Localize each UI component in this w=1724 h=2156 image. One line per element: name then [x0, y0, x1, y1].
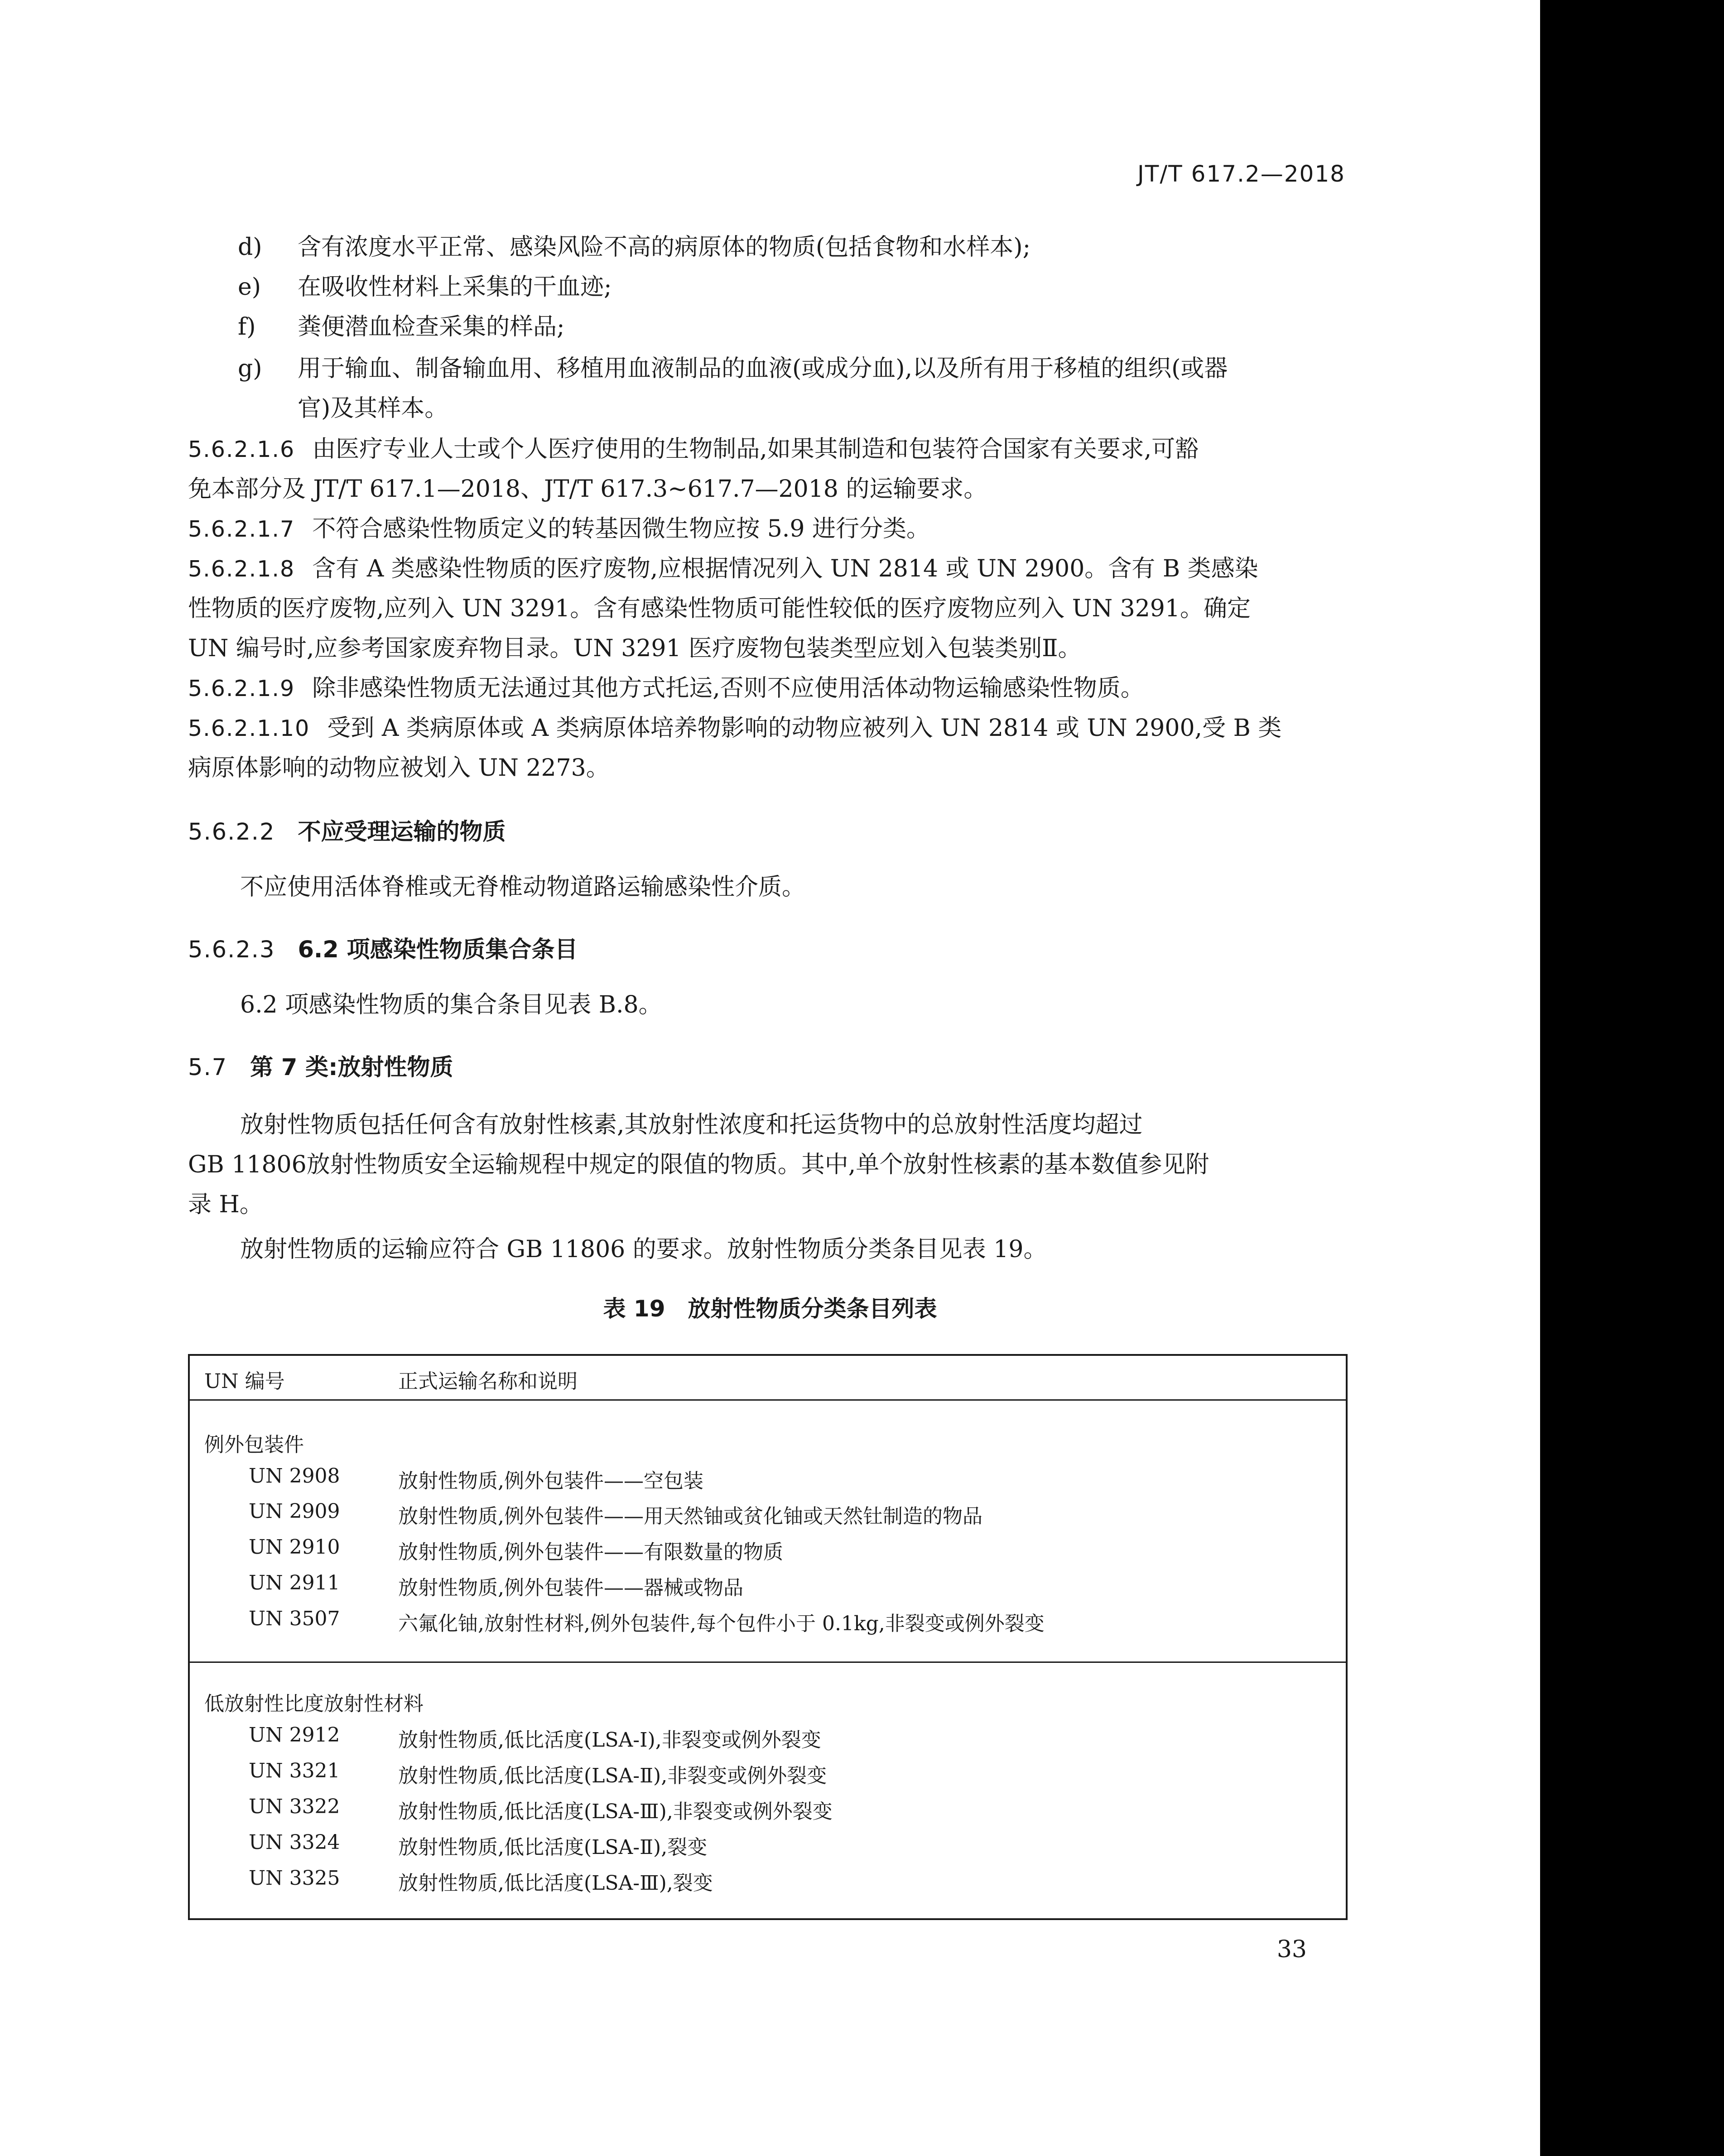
section-title: 6.2 项感染性物质集合条目 [298, 936, 578, 963]
clause-number: 5.6.2.1.10 [188, 715, 310, 741]
list-item-label: e) [238, 274, 261, 301]
list-item [238, 349, 1228, 389]
column-header-un: UN 编号 [204, 1370, 285, 1393]
section-body: 6.2 项感染性物质的集合条目见表 B.8。 [240, 991, 662, 1018]
clause-text: 病原体影响的动物应被划入 UN 2273。 [188, 754, 610, 782]
paragraph-line: GB 11806放射性物质安全运输规程中规定的限值的物质。其中,单个放射性核素的基本数值参见附 [188, 1151, 1209, 1178]
list-item [238, 307, 565, 347]
shipping-name: 放射性物质,低比活度(LSA-Ⅲ),裂变 [398, 1872, 713, 1895]
paragraph-line: 放射性物质包括任何含有放射性核素,其放射性浓度和托运货物中的总放射性活度均超过 [240, 1111, 1143, 1138]
shipping-name: 放射性物质,低比活度(LSA-Ⅰ),非裂变或例外裂变 [398, 1729, 821, 1752]
clause-number: 5.6.2.1.9 [188, 676, 295, 701]
group-divider [190, 1661, 1346, 1663]
page-number: 33 [1276, 1936, 1307, 1963]
clause-text: 含有 A 类感染性物质的医疗废物,应根据情况列入 UN 2814 或 UN 2900。含有 B 类感染 [312, 555, 1258, 582]
section-heading-5-6-2-2 [188, 813, 506, 846]
clause-text: 受到 A 类病原体或 A 类病原体培养物影响的动物应被列入 UN 2814 或 UN 2900,受 B 类 [327, 715, 1282, 742]
un-number: UN 2908 [249, 1465, 340, 1488]
clause-5-6-2-1-6 [188, 429, 1199, 470]
list-item-label: f) [238, 313, 256, 341]
section-number: 5.6.2.3 [188, 936, 275, 963]
clause-text: 除非感染性物质无法通过其他方式托运,否则不应使用活体动物运输感染性物质。 [312, 675, 1144, 702]
clause-text: 性物质的医疗废物,应列入 UN 3291。含有感染性物质可能性较低的医疗废物应列入 UN 3291。确定 [188, 595, 1251, 622]
section-number: 5.6.2.2 [188, 819, 275, 845]
clause-5-6-2-1-10 [188, 708, 1281, 749]
section-body: 不应使用活体脊椎或无脊椎动物道路运输感染性介质。 [240, 874, 806, 901]
section-number: 5.7 [188, 1054, 228, 1081]
shipping-name: 放射性物质,低比活度(LSA-Ⅱ),裂变 [398, 1836, 708, 1859]
clause-5-6-2-1-7 [188, 509, 930, 549]
list-item-label: d) [238, 234, 262, 261]
un-number: UN 2909 [249, 1500, 340, 1523]
clause-number: 5.6.2.1.8 [188, 556, 295, 582]
document-id-header: JT/T 617.2—2018 [1137, 161, 1345, 187]
list-item-text: 粪便潜血检查采集的样品; [298, 313, 565, 341]
clause-5-6-2-1-9 [188, 668, 1144, 709]
clause-text: 不符合感染性物质定义的转基因微生物应按 5.9 进行分类。 [312, 515, 930, 543]
paragraph-line: 录 H。 [188, 1191, 263, 1218]
table-caption: 表 19 放射性物质分类条目列表 [603, 1296, 937, 1322]
list-item-text: 在吸收性材料上采集的干血迹; [298, 274, 612, 301]
header-divider [190, 1399, 1346, 1401]
clause-text: UN 编号时,应参考国家废弃物目录。UN 3291 医疗废物包装类型应划入包装类别Ⅱ。 [188, 635, 1082, 662]
clause-5-6-2-1-8 [188, 549, 1258, 589]
list-item [238, 267, 612, 307]
shipping-name: 放射性物质,低比活度(LSA-Ⅱ),非裂变或例外裂变 [398, 1764, 827, 1787]
shipping-name: 放射性物质,例外包装件——有限数量的物质 [398, 1541, 783, 1564]
section-heading-5-6-2-3 [188, 931, 578, 964]
list-item-label: g) [238, 355, 262, 382]
shipping-name: 放射性物质,例外包装件——器械或物品 [398, 1576, 743, 1599]
list-item-text: 用于输血、制备输血用、移植用血液制品的血液(或成分血),以及所有用于移植的组织(或器 [298, 355, 1228, 382]
un-number: UN 3321 [249, 1759, 340, 1782]
un-number: UN 3325 [249, 1867, 340, 1890]
column-header-name: 正式运输名称和说明 [398, 1370, 578, 1393]
list-item [238, 227, 1031, 267]
un-number: UN 3324 [249, 1831, 340, 1854]
un-number: UN 3507 [249, 1607, 340, 1630]
shipping-name: 六氟化铀,放射性材料,例外包装件,每个包件小于 0.1kg,非裂变或例外裂变 [398, 1612, 1045, 1635]
shipping-name: 放射性物质,例外包装件——用天然铀或贫化铀或天然钍制造的物品 [398, 1505, 982, 1528]
un-number: UN 2912 [249, 1724, 340, 1747]
group-title: 例外包装件 [204, 1433, 304, 1456]
section-title: 第 7 类:放射性物质 [250, 1054, 453, 1081]
clause-number: 5.6.2.1.7 [188, 516, 295, 542]
un-number: UN 2911 [249, 1571, 340, 1594]
un-number: UN 2910 [249, 1536, 340, 1559]
list-item-text: 含有浓度水平正常、感染风险不高的病原体的物质(包括食物和水样本); [298, 234, 1031, 261]
list-item-continuation: 官)及其样本。 [298, 395, 448, 422]
scan-border [1540, 0, 1724, 2156]
shipping-name: 放射性物质,例外包装件——空包装 [398, 1469, 703, 1493]
clause-number: 5.6.2.1.6 [188, 437, 295, 462]
section-title: 不应受理运输的物质 [298, 819, 506, 845]
table-19 [188, 1354, 1348, 1920]
shipping-name: 放射性物质,低比活度(LSA-Ⅲ),非裂变或例外裂变 [398, 1800, 833, 1823]
section-heading-5-7 [188, 1048, 453, 1082]
clause-text: 免本部分及 JT/T 617.1—2018、JT/T 617.3~617.7—2018 的运输要求。 [188, 475, 987, 503]
paragraph-line: 放射性物质的运输应符合 GB 11806 的要求。放射性物质分类条目见表 19。 [240, 1236, 1047, 1263]
clause-text: 由医疗专业人士或个人医疗使用的生物制品,如果其制造和包装符合国家有关要求,可豁 [312, 436, 1199, 463]
group-title: 低放射性比度放射性材料 [204, 1692, 424, 1715]
un-number: UN 3322 [249, 1795, 340, 1818]
